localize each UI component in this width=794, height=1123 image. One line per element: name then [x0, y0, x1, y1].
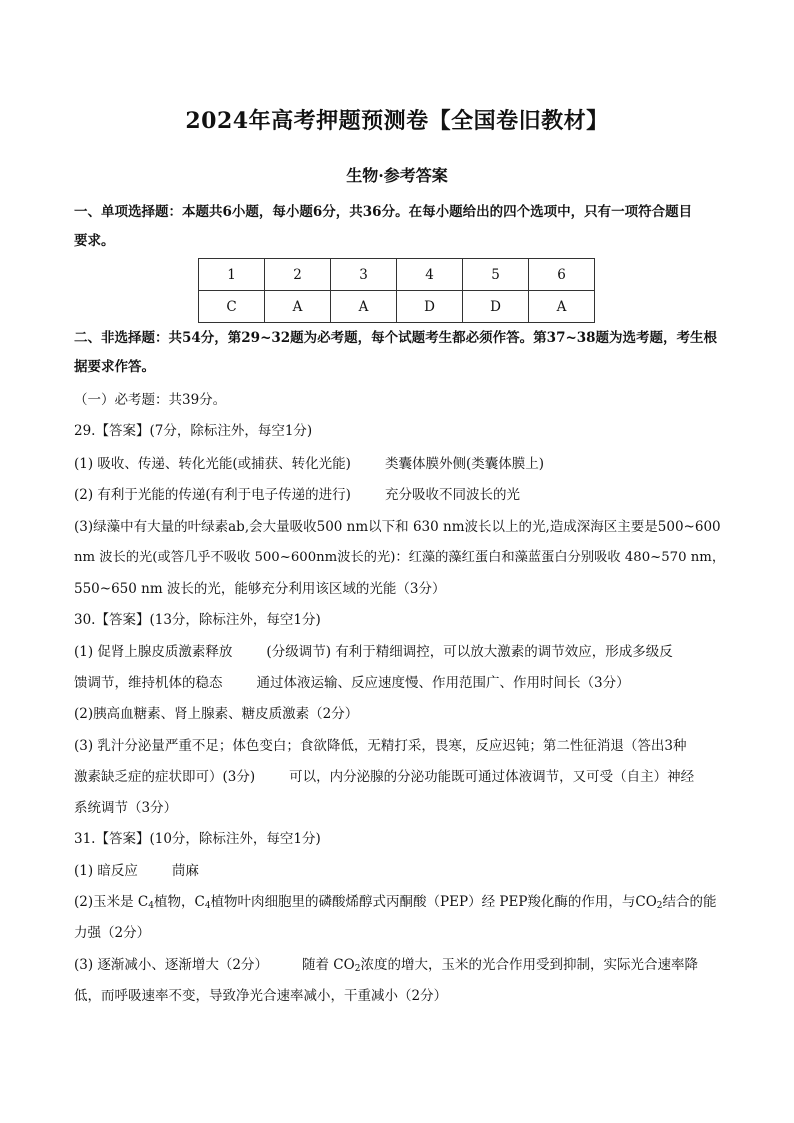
- answer-cell: D: [397, 291, 463, 323]
- q31-part3-text: 随着 CO: [302, 957, 355, 973]
- required-questions-note: （一）必考题：共39分。: [74, 392, 227, 408]
- answer-cell: A: [529, 291, 595, 323]
- question-number-cell: 5: [463, 259, 529, 291]
- q29-header: 29.【答案】(7分，除标注外，每空1分): [74, 423, 313, 439]
- q30-part3-answer-c: 可以，内分泌腺的分泌功能既可通过体液调节，又可受（自主）神经: [289, 769, 695, 785]
- subscript: 4: [148, 901, 154, 911]
- q30-part3-line1: (3) 乳汁分泌量严重不足；体色变白；食欲降低，无精打采，畏寒，反应迟钝；第二性征消退（答出3种: [74, 738, 687, 754]
- question-number-cell: 4: [397, 259, 463, 291]
- q29-part2-answer-a: (2) 有利于光能的传递(有利于电子传递的进行): [74, 487, 351, 503]
- answer-cell: A: [331, 291, 397, 323]
- subscript: 2: [354, 964, 361, 974]
- q31-part2-text: 植物叶肉细胞里的磷酸烯醇式丙酮酸（PEP）经 PEP羧化酶的作用，与CO: [210, 894, 657, 910]
- q29-part1: [74, 454, 734, 474]
- answer-table-answer-row: [199, 291, 595, 323]
- q30-part3-line3: 系统调节（3分）: [74, 800, 178, 816]
- answer-table-number-row: [199, 259, 595, 291]
- q31-part1-answer-b: 茼麻: [171, 863, 199, 879]
- question-number-cell: 3: [331, 259, 397, 291]
- answer-table: [198, 258, 595, 323]
- q30-part1-line1: [74, 642, 734, 662]
- q31-part3-line2: 低，而呼吸速率不变，导致净光合速率减小，干重减小（2分）: [74, 988, 448, 1004]
- q30-part2: (2)胰高血糖素、肾上腺素、糖皮质激素（2分）: [74, 706, 359, 722]
- q30-header: 30.【答案】(13分，除标注外，每空1分): [74, 612, 321, 628]
- q30-part1-answer-a: (1) 促肾上腺皮质激素释放: [74, 644, 233, 660]
- section2-heading-cont: 据要求作答。: [74, 359, 155, 375]
- q31-part1-answer-a: (1) 暗反应: [74, 863, 138, 879]
- q30-part1-line2: [74, 673, 734, 693]
- section2-heading: 二、非选择题：共54分，第29~32题为必考题，每个试题考生都必须作答。第37~38题为选考题，考生根: [74, 330, 718, 346]
- q31-part3-text: 浓度的增大，玉米的光合作用受到抑制，实际光合速率降: [360, 957, 698, 973]
- q30-part1-answer-b: (分级调节) 有利于精细调控，可以放大激素的调节效应，形成多级反: [266, 644, 673, 660]
- answer-cell: D: [463, 291, 529, 323]
- q30-part1-answer-d: 通过体液运输、反应速度慢、作用范围广、作用时间长（3分）: [256, 675, 630, 691]
- q31-part2-text: 结合的能: [662, 894, 717, 910]
- q31-part2-text: (2)玉米是 C: [74, 894, 149, 910]
- section1-heading: 一、单项选择题：本题共6小题，每小题6分，共36分。在每小题给出的四个选项中，只有一项符合题目: [74, 204, 693, 220]
- q29-part3-line1: (3)绿藻中有大量的叶绿素ab,会大量吸收500 nm以下和 630 nm波长以上的光,造成深海区主要是500~600: [74, 519, 721, 535]
- q29-part1-answer-a: (1) 吸收、传递、转化光能(或捕获、转化光能): [74, 456, 351, 472]
- q29-part3-line2: nm 波长的光(或答几乎不吸收 500~600nm波长的光)：红藻的藻红蛋白和藻蓝蛋白分别吸收 480~570 nm，: [74, 550, 726, 565]
- q31-part1: [74, 861, 734, 881]
- q30-part1-answer-c: 馈调节，维持机体的稳态: [74, 675, 223, 691]
- answer-cell: A: [265, 291, 331, 323]
- subscript: 4: [204, 901, 211, 911]
- question-number-cell: 2: [265, 259, 331, 291]
- q31-part3-text: (3) 逐渐减小、逐渐增大（2分）: [74, 957, 269, 973]
- q29-part2-answer-b: 充分吸收不同波长的光: [384, 487, 520, 503]
- q29-part1-answer-b: 类囊体膜外侧(类囊体膜上): [384, 456, 544, 472]
- q31-part3-line1: [74, 955, 734, 975]
- q29-part2: [74, 485, 734, 505]
- section1-heading-cont: 要求。: [74, 233, 115, 249]
- q30-part3-line2: [74, 767, 734, 787]
- q31-part2-line2: 力强（2分）: [74, 925, 151, 941]
- q29-part3-line3: 550~650 nm 波长的光，能够充分利用该区域的光能（3分）: [74, 581, 446, 597]
- q31-part2-text: 植物，C: [153, 894, 205, 910]
- page-title: 2024年高考押题预测卷【全国卷旧教材】: [185, 108, 609, 134]
- question-number-cell: 1: [199, 259, 265, 291]
- q31-part2-line1: [74, 892, 734, 912]
- subscript: 2: [656, 901, 663, 911]
- question-number-cell: 6: [529, 259, 595, 291]
- q31-header: 31.【答案】(10分，除标注外，每空1分): [74, 831, 321, 847]
- page-subtitle: 生物·参考答案: [346, 166, 448, 185]
- q30-part3-answer-b: 激素缺乏症的症状即可）(3分): [74, 769, 256, 785]
- answer-cell: C: [199, 291, 265, 323]
